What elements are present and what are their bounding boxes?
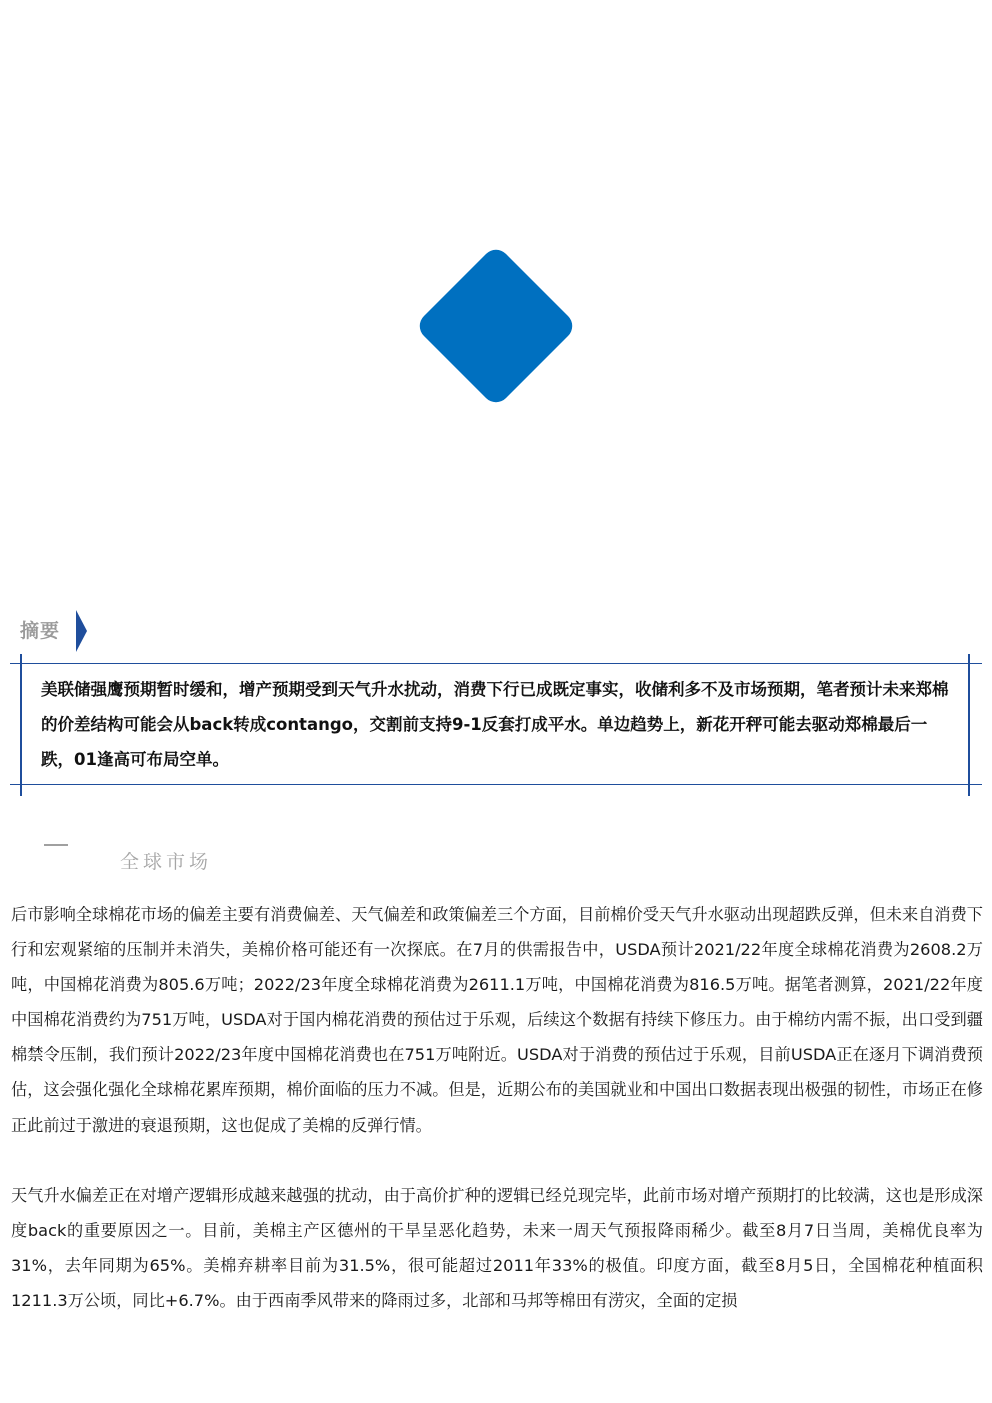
body-paragraph: 后市影响全球棉花市场的偏差主要有消费偏差、天气偏差和政策偏差三个方面，目前棉价受天气升水驱动出现超跌反弹，但未来自消费下行和宏观紧缩的压制并未消失，美棉价格可能还有一次探底。在7月的供需报告中，USDA预计2021/22年度全球棉花消费为2608.2万吨，中国棉花消费为805.6万吨；2022/23年度全球棉花消费为2611.1万吨，中国棉花消费为816.5万吨。据笔者测算，2021/22年度中国棉花消费约为751万吨，USDA对于国内棉花消费的预估过于乐观，后续这个数据有持续下修压力。由于棉纺内需不振，出口受到疆棉禁令压制，我们预计2022/23年度中国棉花消费也在751万吨附近。USDA对于消费的预估过于乐观，目前USDA正在逐月下调消费预估，这会强化强化全球棉花累库预期，棉价面临的压力不减。但是，近期公布的美国就业和中国出口数据表现出极强的韧性，市场正在修正此前过于激进的衰退预期，这也促成了美棉的反弹行情。 [11,905,983,1135]
summary-box-right-rule [968,654,970,796]
summary-heading: 摘要 [20,620,61,642]
summary-text: 美联储强鹰预期暂时缓和，增产预期受到天气升水扰动，消费下行已成既定事实，收储利多不及市场预期，笔者预计未来郑棉的价差结构可能会从back转成contango，交割前支持9-1反套打成平水。单边趋势上，新花开秤可能去驱动郑棉最后一跌，01逢高可布局空单。 [41,680,949,769]
chevron-right-icon [76,610,87,652]
logo-diamond-icon [414,244,578,408]
summary-box-left-rule [20,654,22,796]
section-number [44,844,68,846]
body-paragraph: 天气升水偏差正在对增产逻辑形成越来越强的扰动，由于高价扩种的逻辑已经兑现完毕，此前市场对增产预期打的比较满，这也是形成深度back的重要原因之一。目前，美棉主产区德州的干旱呈恶化趋势，未来一周天气预报降雨稀少。截至8月7日当周，美棉优良率为31%，去年同期为65%。美棉弃耕率目前为31.5%，很可能超过2011年33%的极值。印度方面，截至8月5日，全国棉花种植面积1211.3万公顷，同比+6.7%。由于西南季风带来的降雨过多，北部和马邦等棉田有涝灾，全面的定损 [11,1186,983,1311]
section-title: 全球市场 [120,851,213,873]
